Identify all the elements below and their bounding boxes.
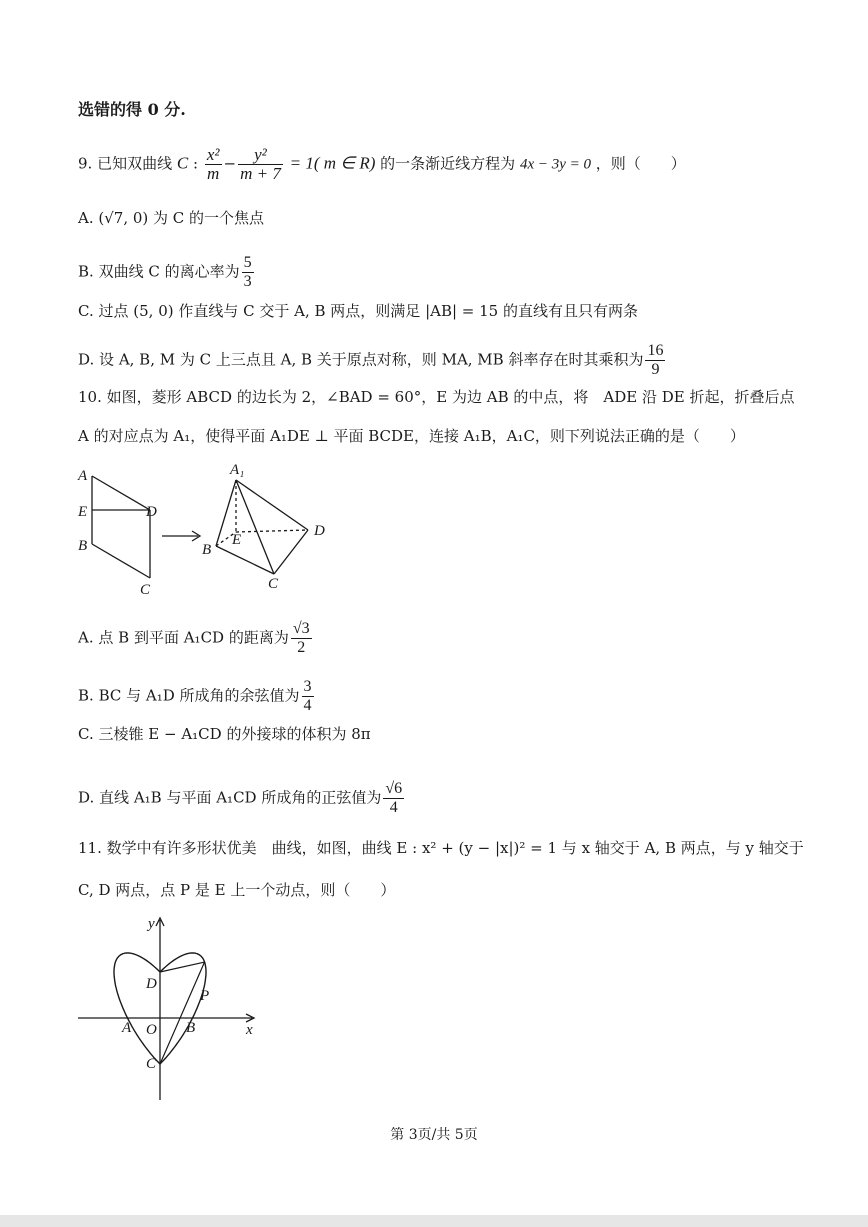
q9-option-a[interactable]: A. (√7, 0) 为 C 的一个焦点: [78, 209, 265, 227]
q9-stem-mid: 的一条渐近线方程为: [380, 154, 516, 173]
label-a1: A₁: [230, 462, 245, 478]
q9-option-d[interactable]: D. 设 A, B, M 为 C 上三点且 A, B 关于原点对称，则 MA, MB 斜率存在时其乘积为 $\frac{16}{9}$: [78, 342, 664, 378]
q9-stem-end: ，则（ ）: [595, 154, 686, 173]
label-x: x: [246, 1022, 253, 1038]
q9-option-c[interactable]: C. 过点 (5, 0) 作直线与 C 交于 A, B 两点，则满足 |AB| = 15 的直线有且只有两条: [78, 302, 638, 320]
question-10-line1: 10. 如图，菱形 ABCD 的边长为 2，∠BAD = 60°，E 为边 AB 的中点，将 ADE 沿 DE 折起，折叠后点: [78, 388, 795, 406]
label-o: O: [146, 1022, 157, 1038]
q9-eq-rest: = 1( m ∈ R): [289, 153, 376, 173]
label-d: D: [146, 976, 157, 992]
label-e: E: [78, 504, 88, 520]
q9-option-b[interactable]: B. 双曲线 C 的离心率为 $\frac{5}{3}$: [78, 254, 252, 290]
label-a: A: [122, 1020, 132, 1036]
label-c: C: [146, 1056, 157, 1072]
label-c: C: [268, 576, 279, 592]
label-c: C: [140, 582, 151, 598]
label-b: B: [202, 542, 212, 558]
scoring-note: 选错的得 0 分.: [78, 100, 186, 119]
edge-ad: [92, 476, 150, 510]
question-11-line1: 11. 数学中有许多形状优美 曲线，如图，曲线 E : x² + (y − |x|)² = 1 与 x 轴交于 A, B 两点，与 y 轴交于: [78, 839, 804, 857]
label-y: y: [148, 916, 155, 932]
edge-bc: [92, 544, 150, 578]
label-e: E: [232, 532, 242, 548]
q9-asymptote: 4x − 3y = 0: [519, 156, 592, 173]
page-footer: 第 3页/共 5页: [390, 1127, 478, 1143]
question-10-line2: A 的对应点为 A₁，使得平面 A₁DE ⊥ 平面 BCDE，连接 A₁B，A₁C，则下列说法正确的是（ ）: [78, 427, 745, 445]
q10-option-b[interactable]: B. BC 与 A₁D 所成角的余弦值为 $\frac{3}{4}$: [78, 678, 312, 714]
question-9-stem: 9. 已知双曲线 C : $\frac{\text{x²}}{m}$ − $\frac{\text{y²}}{m + 7}$ = 1( m ∈ R) 的一条渐近线方程为 4x − 3y = 0 ，则（ ）: [78, 145, 686, 183]
segment-pc: [160, 962, 205, 1064]
q9-curve: C: [176, 153, 189, 173]
q10-option-c[interactable]: C. 三棱锥 E − A₁CD 的外接球的体积为 8π: [78, 725, 371, 743]
label-b: B: [78, 538, 88, 554]
q11-heart-curve-figure: [74, 910, 264, 1106]
q10-option-d[interactable]: D. 直线 A₁B 与平面 A₁CD 所成角的正弦值为 $\frac{√6}{4}$: [78, 780, 403, 816]
segment-dp: [160, 962, 205, 972]
q10-option-a[interactable]: A. 点 B 到平面 A₁CD 的距离为 $\frac{√3}{2}$: [78, 620, 310, 656]
q9-frac-y: $\frac{\text{y²}}{m + 7}$: [240, 145, 281, 183]
q10-pyramid-figure: [200, 458, 334, 592]
question-11-line2: C, D 两点，点 P 是 E 上一个动点，则（ ）: [78, 881, 396, 899]
label-p: P: [200, 988, 210, 1004]
label-a: A: [78, 468, 88, 484]
q9-number: 9.: [78, 154, 93, 173]
q9-stem-pre: 已知双曲线: [97, 154, 173, 173]
label-b: B: [186, 1020, 196, 1036]
q10-rhombus-figure: [74, 460, 174, 598]
label-d: D: [146, 504, 157, 520]
q9-frac-x: $\frac{\text{x²}}{m}$: [206, 145, 220, 183]
label-d: D: [314, 523, 325, 539]
bottom-edge: [0, 1215, 868, 1227]
